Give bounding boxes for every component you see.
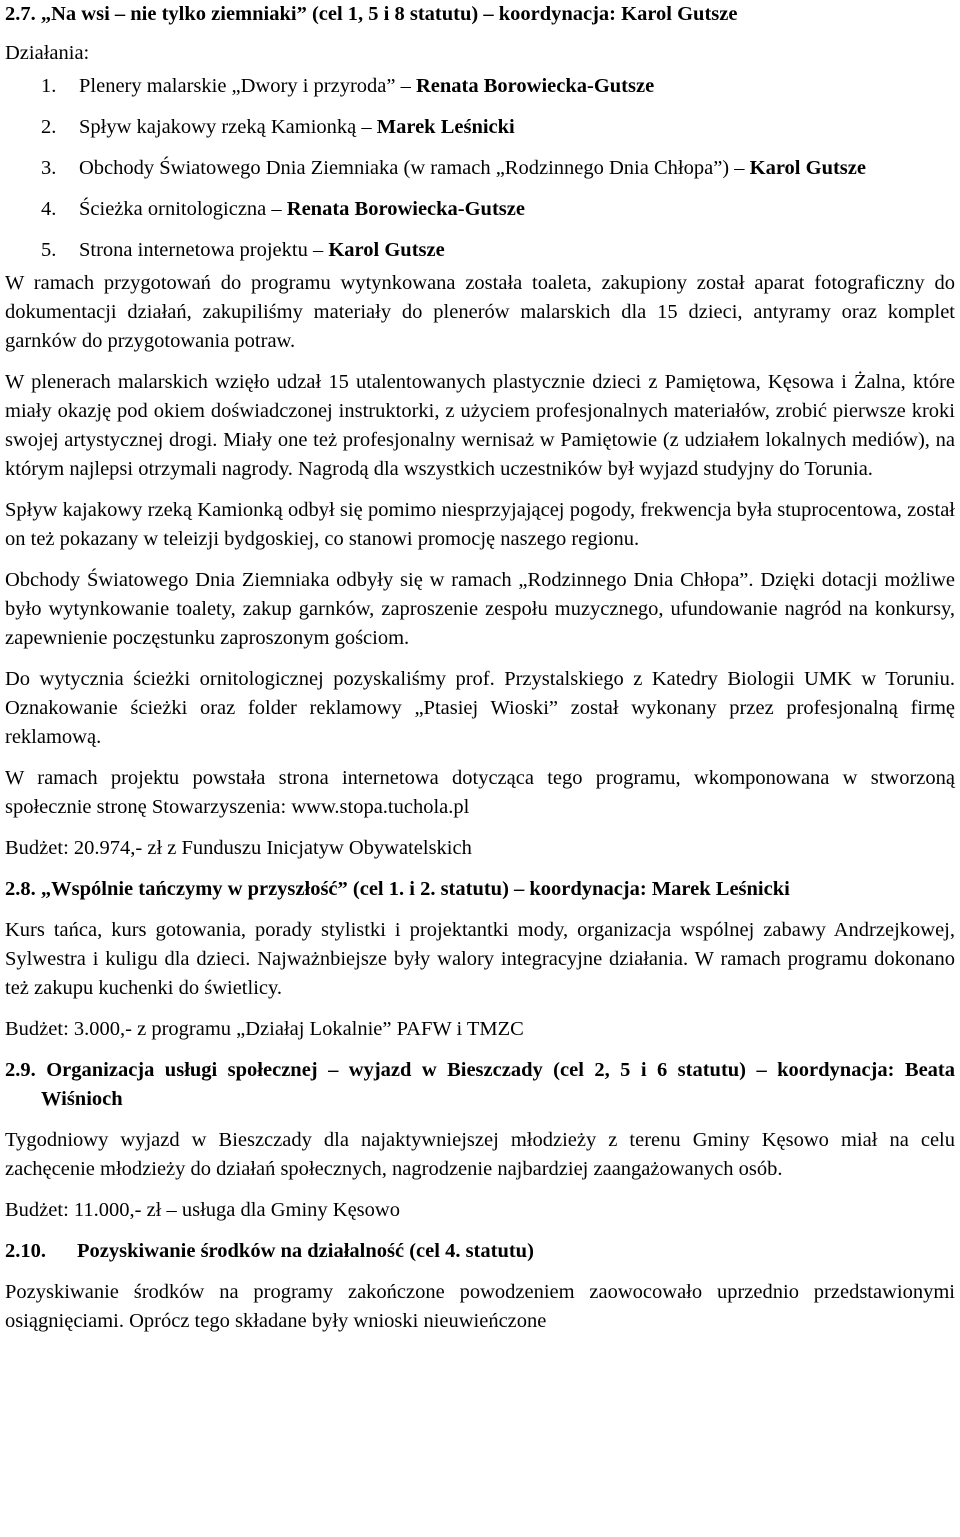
list-item-text: Strona internetowa projektu – (79, 239, 329, 261)
paragraph: W ramach przygotowań do programu wytynkowana została toaleta, zakupiony został aparat fotograficzny do dokumentacji działań, zakupiliśmy materiały do plenerów malarskich dla 15 dzieci, antyramy oraz komplet garnków do przygotowania potraw. (5, 272, 955, 352)
paragraph: W ramach projektu powstała strona internetowa dotycząca tego programu, wkomponowana w stworzoną społecznie stronę Stowarzyszenia: www.stopa.tuchola.pl (5, 767, 955, 818)
list-item-number: 3. (41, 157, 57, 179)
list-item-number: 4. (41, 198, 57, 220)
paragraph: Pozyskiwanie środków na programy zakończone powodzeniem zaowocowało uprzednio przedstawionymi osiągnięciami. Oprócz tego składane były wnioski nieuwieńczone (5, 1281, 955, 1332)
list-item-text: Plenery malarskie „Dwory i przyroda” – (79, 75, 416, 97)
budget-line: Budżet: 20.974,- zł z Funduszu Inicjatyw Obywatelskich (5, 837, 472, 859)
section-title: „Wspólnie tańczymy w przyszłość” (cel 1. i 2. statutu) – koordynacja: Marek Leśnicki (40, 878, 790, 900)
actions-label: Działania: (5, 42, 90, 64)
section-heading-2-10 (5, 1237, 955, 1266)
paragraph: Kurs tańca, kurs gotowania, porady stylistki i projektantki mody, organizacja wspólnej zabawy Andrzejkowej, Sylwestra i kuligu dla dzieci. Najważnbiejsze były walory integracyjne działania. W ramach programu dokonano też zakupu kuchenki do świetlicy. (5, 919, 955, 999)
budget-line: Budżet: 3.000,- z programu „Działaj Lokalnie” PAFW i TMZC (5, 1018, 524, 1040)
section-number: 2.8. (5, 878, 36, 900)
list-item (5, 113, 955, 142)
list-item-text: Ścieżka ornitologiczna – (79, 198, 287, 220)
section-heading-2-9 (5, 1056, 955, 1114)
list-item-person: Karol Gutsze (749, 157, 866, 179)
list-item (5, 195, 955, 224)
list-item-person: Karol Gutsze (328, 239, 445, 261)
document-page (5, 0, 955, 1336)
list-item (5, 236, 955, 265)
paragraph: Do wytycznia ścieżki ornitologicznej pozyskaliśmy prof. Przystalskiego z Katedry Biologii UMK w Toruniu. Oznakowanie ścieżki oraz folder reklamowy „Ptasiej Wioski” został wykonany przez profesjonalną firmę reklamową. (5, 668, 955, 748)
paragraph: Spływ kajakowy rzeką Kamionką odbył się pomimo niesprzyjającej pogody, frekwencja była stuprocentowa, został on też pokazany w teleizji bydgoskiej, co stanowi promocję naszego regionu. (5, 499, 955, 550)
section-number: 2.9. (5, 1059, 36, 1081)
list-item-text: Obchody Światowego Dnia Ziemniaka (w ramach „Rodzinnego Dnia Chłopa”) – (79, 157, 750, 179)
section-title: „Na wsi – nie tylko ziemniaki” (cel 1, 5 i 8 statutu) – koordynacja: Karol Gutsze (40, 3, 738, 25)
section-title: Pozyskiwanie środków na działalność (cel 4. statutu) (77, 1240, 534, 1262)
paragraph: Obchody Światowego Dnia Ziemniaka odbyły się w ramach „Rodzinnego Dnia Chłopa”. Dzięki dotacji możliwe było wytynkowanie toalety, zakup garnków, zaproszenie zespołu muzycznego, ufundowanie nagród na konkursy, zapewnienie poczęstunku zaproszonym gościom. (5, 569, 955, 649)
section-heading-2-7 (5, 0, 955, 29)
section-number: 2.7. (5, 3, 36, 25)
paragraph: W plenerach malarskich wzięło udzał 15 utalentowanych plastycznie dzieci z Pamiętowa, Kęsowa i Żalna, które miały okazję pod okiem doświadczonej instruktorki, z użyciem profesjonalnych materiałów, zrobić pierwsze kroki swojej artystycznej drogi. Miały one też profesjonalny wernisaż w Pamiętowie (z udziałem lokalnych mediów), na którym najlepsi otrzymali nagrody. Nagrodą dla wszystkich uczestników był wyjazd studyjny do Torunia. (5, 371, 955, 480)
section-number: 2.10. (5, 1240, 46, 1262)
section-title: Organizacja usługi społecznej – wyjazd w Bieszczady (cel 2, 5 i 6 statutu) – koordynacja: Beata Wiśnioch (41, 1059, 955, 1110)
list-item (5, 154, 955, 183)
list-item-person: Renata Borowiecka-Gutsze (416, 75, 655, 97)
list-item-person: Marek Leśnicki (376, 116, 515, 138)
paragraph: Tygodniowy wyjazd w Bieszczady dla najaktywniejszej młodzieży z terenu Gminy Kęsowo miał na celu zachęcenie młodzieży do działań społecznych, nagrodzenie najbardziej zaangażowanych osób. (5, 1129, 955, 1180)
list-item-number: 2. (41, 116, 57, 138)
list-item-number: 5. (41, 239, 57, 261)
list-item-number: 1. (41, 75, 57, 97)
list-item (5, 72, 955, 101)
budget-line: Budżet: 11.000,- zł – usługa dla Gminy Kęsowo (5, 1199, 400, 1221)
list-item-person: Renata Borowiecka-Gutsze (286, 198, 525, 220)
list-item-text: Spływ kajakowy rzeką Kamionką – (79, 116, 377, 138)
actions-list (5, 72, 955, 265)
section-heading-2-8 (5, 875, 955, 904)
